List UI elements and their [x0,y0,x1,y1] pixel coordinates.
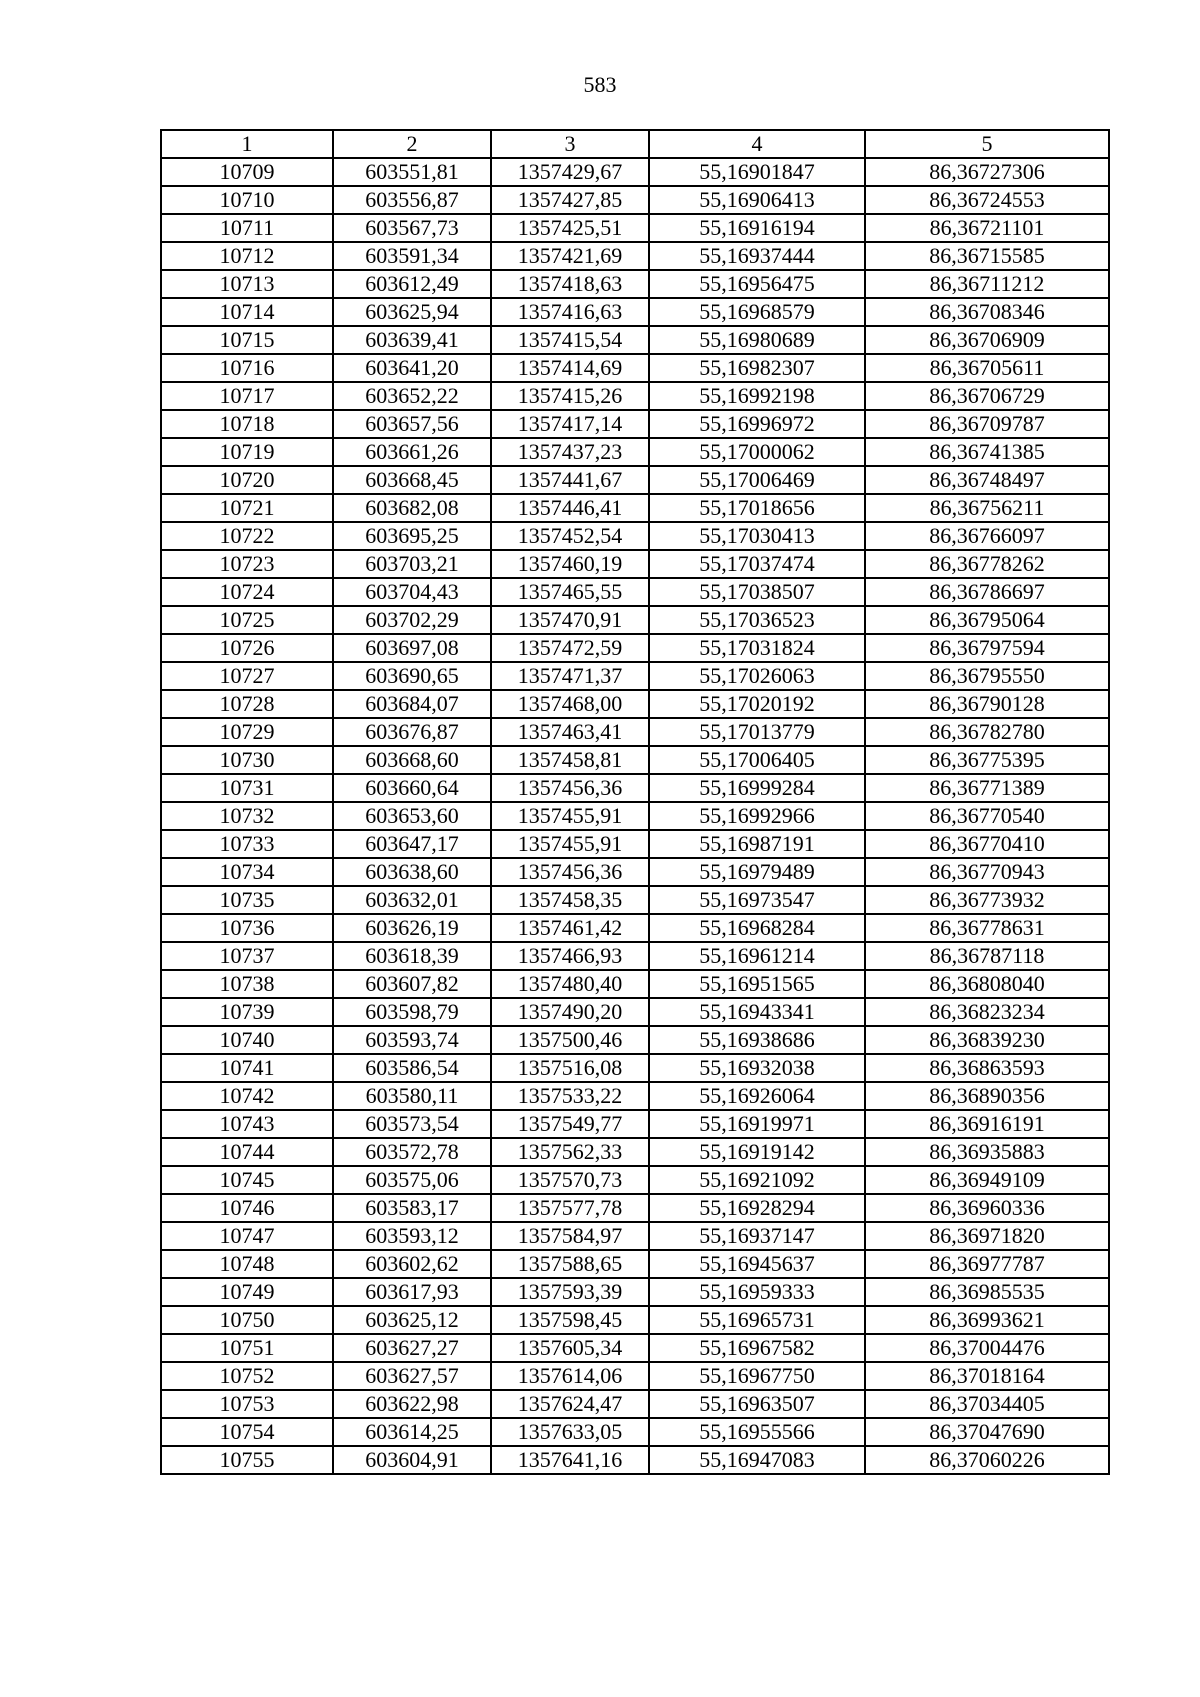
x-coordinate-cell: 603604,91 [333,1446,491,1474]
y-coordinate-cell: 1357588,65 [491,1250,649,1278]
table-row [161,1250,1109,1278]
point-number-cell: 10737 [161,942,333,970]
latitude-cell: 55,16980689 [649,326,865,354]
longitude-cell: 86,36706729 [865,382,1109,410]
table-row [161,466,1109,494]
y-coordinate-cell: 1357598,45 [491,1306,649,1334]
x-coordinate-cell: 603580,11 [333,1082,491,1110]
longitude-cell: 86,36715585 [865,242,1109,270]
latitude-cell: 55,16937444 [649,242,865,270]
longitude-cell: 86,36770410 [865,830,1109,858]
y-coordinate-cell: 1357570,73 [491,1166,649,1194]
longitude-cell: 86,36787118 [865,942,1109,970]
y-coordinate-cell: 1357446,41 [491,494,649,522]
latitude-cell: 55,17037474 [649,550,865,578]
y-coordinate-cell: 1357452,54 [491,522,649,550]
y-coordinate-cell: 1357605,34 [491,1334,649,1362]
longitude-cell: 86,36786697 [865,578,1109,606]
latitude-cell: 55,16947083 [649,1446,865,1474]
y-coordinate-cell: 1357466,93 [491,942,649,970]
x-coordinate-cell: 603575,06 [333,1166,491,1194]
latitude-cell: 55,16901847 [649,158,865,186]
longitude-cell: 86,36724553 [865,186,1109,214]
x-coordinate-cell: 603676,87 [333,718,491,746]
point-number-cell: 10722 [161,522,333,550]
table-row [161,1222,1109,1250]
longitude-cell: 86,36711212 [865,270,1109,298]
y-coordinate-cell: 1357417,14 [491,410,649,438]
x-coordinate-cell: 603583,17 [333,1194,491,1222]
y-coordinate-cell: 1357577,78 [491,1194,649,1222]
table-row [161,998,1109,1026]
latitude-cell: 55,16919971 [649,1110,865,1138]
latitude-cell: 55,16943341 [649,998,865,1026]
x-coordinate-cell: 603632,01 [333,886,491,914]
x-coordinate-cell: 603551,81 [333,158,491,186]
table-row [161,942,1109,970]
column-header-2: 2 [333,130,491,158]
latitude-cell: 55,16968579 [649,298,865,326]
latitude-cell: 55,16937147 [649,1222,865,1250]
y-coordinate-cell: 1357500,46 [491,1026,649,1054]
longitude-cell: 86,36775395 [865,746,1109,774]
y-coordinate-cell: 1357562,33 [491,1138,649,1166]
x-coordinate-cell: 603617,93 [333,1278,491,1306]
point-number-cell: 10754 [161,1418,333,1446]
table-row [161,270,1109,298]
longitude-cell: 86,36839230 [865,1026,1109,1054]
table-row [161,326,1109,354]
y-coordinate-cell: 1357490,20 [491,998,649,1026]
x-coordinate-cell: 603668,60 [333,746,491,774]
point-number-cell: 10742 [161,1082,333,1110]
y-coordinate-cell: 1357458,81 [491,746,649,774]
table-row [161,186,1109,214]
x-coordinate-cell: 603697,08 [333,634,491,662]
x-coordinate-cell: 603572,78 [333,1138,491,1166]
point-number-cell: 10715 [161,326,333,354]
table-row [161,1166,1109,1194]
latitude-cell: 55,17026063 [649,662,865,690]
table-row [161,1138,1109,1166]
latitude-cell: 55,16956475 [649,270,865,298]
y-coordinate-cell: 1357429,67 [491,158,649,186]
longitude-cell: 86,36916191 [865,1110,1109,1138]
y-coordinate-cell: 1357415,54 [491,326,649,354]
y-coordinate-cell: 1357458,35 [491,886,649,914]
latitude-cell: 55,16932038 [649,1054,865,1082]
y-coordinate-cell: 1357633,05 [491,1418,649,1446]
y-coordinate-cell: 1357421,69 [491,242,649,270]
latitude-cell: 55,16987191 [649,830,865,858]
x-coordinate-cell: 603639,41 [333,326,491,354]
x-coordinate-cell: 603573,54 [333,1110,491,1138]
point-number-cell: 10745 [161,1166,333,1194]
point-number-cell: 10734 [161,858,333,886]
table-row [161,858,1109,886]
longitude-cell: 86,37018164 [865,1362,1109,1390]
table-row [161,1026,1109,1054]
longitude-cell: 86,36795064 [865,606,1109,634]
y-coordinate-cell: 1357437,23 [491,438,649,466]
y-coordinate-cell: 1357470,91 [491,606,649,634]
y-coordinate-cell: 1357414,69 [491,354,649,382]
x-coordinate-cell: 603622,98 [333,1390,491,1418]
latitude-cell: 55,17006405 [649,746,865,774]
point-number-cell: 10739 [161,998,333,1026]
latitude-cell: 55,16992966 [649,802,865,830]
x-coordinate-cell: 603593,12 [333,1222,491,1250]
latitude-cell: 55,17000062 [649,438,865,466]
point-number-cell: 10713 [161,270,333,298]
latitude-cell: 55,16926064 [649,1082,865,1110]
latitude-cell: 55,16951565 [649,970,865,998]
longitude-cell: 86,36756211 [865,494,1109,522]
point-number-cell: 10735 [161,886,333,914]
longitude-cell: 86,36771389 [865,774,1109,802]
latitude-cell: 55,16959333 [649,1278,865,1306]
table-row [161,298,1109,326]
point-number-cell: 10730 [161,746,333,774]
table-row [161,746,1109,774]
y-coordinate-cell: 1357460,19 [491,550,649,578]
longitude-cell: 86,36971820 [865,1222,1109,1250]
y-coordinate-cell: 1357465,55 [491,578,649,606]
x-coordinate-cell: 603682,08 [333,494,491,522]
point-number-cell: 10732 [161,802,333,830]
x-coordinate-cell: 603690,65 [333,662,491,690]
latitude-cell: 55,17030413 [649,522,865,550]
x-coordinate-cell: 603593,74 [333,1026,491,1054]
y-coordinate-cell: 1357456,36 [491,858,649,886]
point-number-cell: 10749 [161,1278,333,1306]
table-body [161,158,1109,1474]
x-coordinate-cell: 603668,45 [333,466,491,494]
point-number-cell: 10717 [161,382,333,410]
y-coordinate-cell: 1357455,91 [491,802,649,830]
point-number-cell: 10714 [161,298,333,326]
y-coordinate-cell: 1357463,41 [491,718,649,746]
longitude-cell: 86,37004476 [865,1334,1109,1362]
latitude-cell: 55,17013779 [649,718,865,746]
point-number-cell: 10731 [161,774,333,802]
y-coordinate-cell: 1357461,42 [491,914,649,942]
longitude-cell: 86,37060226 [865,1446,1109,1474]
latitude-cell: 55,16938686 [649,1026,865,1054]
x-coordinate-cell: 603702,29 [333,606,491,634]
latitude-cell: 55,17020192 [649,690,865,718]
y-coordinate-cell: 1357455,91 [491,830,649,858]
point-number-cell: 10726 [161,634,333,662]
latitude-cell: 55,16945637 [649,1250,865,1278]
table-header-row [161,130,1109,158]
x-coordinate-cell: 603695,25 [333,522,491,550]
page-number: 583 [583,72,617,97]
point-number-cell: 10709 [161,158,333,186]
latitude-cell: 55,17031824 [649,634,865,662]
latitude-cell: 55,16968284 [649,914,865,942]
x-coordinate-cell: 603657,56 [333,410,491,438]
table-row [161,830,1109,858]
latitude-cell: 55,16967582 [649,1334,865,1362]
point-number-cell: 10720 [161,466,333,494]
table-row [161,886,1109,914]
point-number-cell: 10733 [161,830,333,858]
longitude-cell: 86,36935883 [865,1138,1109,1166]
table-row [161,550,1109,578]
point-number-cell: 10748 [161,1250,333,1278]
table-row [161,1334,1109,1362]
point-number-cell: 10721 [161,494,333,522]
x-coordinate-cell: 603598,79 [333,998,491,1026]
table-row [161,606,1109,634]
y-coordinate-cell: 1357624,47 [491,1390,649,1418]
table-row [161,158,1109,186]
point-number-cell: 10753 [161,1390,333,1418]
table-row [161,1194,1109,1222]
column-header-1: 1 [161,130,333,158]
x-coordinate-cell: 603586,54 [333,1054,491,1082]
longitude-cell: 86,36960336 [865,1194,1109,1222]
longitude-cell: 86,36823234 [865,998,1109,1026]
longitude-cell: 86,36795550 [865,662,1109,690]
point-number-cell: 10744 [161,1138,333,1166]
point-number-cell: 10716 [161,354,333,382]
y-coordinate-cell: 1357614,06 [491,1362,649,1390]
latitude-cell: 55,16963507 [649,1390,865,1418]
y-coordinate-cell: 1357480,40 [491,970,649,998]
x-coordinate-cell: 603627,27 [333,1334,491,1362]
point-number-cell: 10750 [161,1306,333,1334]
point-number-cell: 10751 [161,1334,333,1362]
x-coordinate-cell: 603660,64 [333,774,491,802]
point-number-cell: 10755 [161,1446,333,1474]
table-row [161,522,1109,550]
x-coordinate-cell: 603641,20 [333,354,491,382]
x-coordinate-cell: 603591,34 [333,242,491,270]
longitude-cell: 86,36706909 [865,326,1109,354]
table-row [161,1362,1109,1390]
table-row [161,410,1109,438]
y-coordinate-cell: 1357427,85 [491,186,649,214]
x-coordinate-cell: 603612,49 [333,270,491,298]
point-number-cell: 10728 [161,690,333,718]
latitude-cell: 55,16916194 [649,214,865,242]
coordinates-table [160,129,1110,1475]
x-coordinate-cell: 603638,60 [333,858,491,886]
latitude-cell: 55,16928294 [649,1194,865,1222]
latitude-cell: 55,17018656 [649,494,865,522]
table-row [161,382,1109,410]
longitude-cell: 86,36985535 [865,1278,1109,1306]
longitude-cell: 86,36993621 [865,1306,1109,1334]
latitude-cell: 55,16955566 [649,1418,865,1446]
table-row [161,1390,1109,1418]
longitude-cell: 86,36727306 [865,158,1109,186]
y-coordinate-cell: 1357593,39 [491,1278,649,1306]
latitude-cell: 55,16967750 [649,1362,865,1390]
table-row [161,634,1109,662]
longitude-cell: 86,36782780 [865,718,1109,746]
longitude-cell: 86,36790128 [865,690,1109,718]
latitude-cell: 55,16961214 [649,942,865,970]
longitude-cell: 86,37034405 [865,1390,1109,1418]
point-number-cell: 10711 [161,214,333,242]
table-row [161,970,1109,998]
x-coordinate-cell: 603625,12 [333,1306,491,1334]
longitude-cell: 86,36766097 [865,522,1109,550]
longitude-cell: 86,36708346 [865,298,1109,326]
y-coordinate-cell: 1357472,59 [491,634,649,662]
latitude-cell: 55,16982307 [649,354,865,382]
latitude-cell: 55,16919142 [649,1138,865,1166]
table-row [161,1110,1109,1138]
y-coordinate-cell: 1357418,63 [491,270,649,298]
y-coordinate-cell: 1357584,97 [491,1222,649,1250]
table-row [161,438,1109,466]
table-row [161,690,1109,718]
longitude-cell: 86,36890356 [865,1082,1109,1110]
latitude-cell: 55,16921092 [649,1166,865,1194]
table-row [161,662,1109,690]
point-number-cell: 10743 [161,1110,333,1138]
table-row [161,802,1109,830]
x-coordinate-cell: 603703,21 [333,550,491,578]
y-coordinate-cell: 1357641,16 [491,1446,649,1474]
longitude-cell: 86,37047690 [865,1418,1109,1446]
point-number-cell: 10727 [161,662,333,690]
table-row [161,578,1109,606]
y-coordinate-cell: 1357516,08 [491,1054,649,1082]
latitude-cell: 55,16973547 [649,886,865,914]
longitude-cell: 86,36977787 [865,1250,1109,1278]
y-coordinate-cell: 1357416,63 [491,298,649,326]
longitude-cell: 86,36863593 [865,1054,1109,1082]
latitude-cell: 55,16992198 [649,382,865,410]
x-coordinate-cell: 603614,25 [333,1418,491,1446]
x-coordinate-cell: 603652,22 [333,382,491,410]
point-number-cell: 10752 [161,1362,333,1390]
x-coordinate-cell: 603704,43 [333,578,491,606]
longitude-cell: 86,36705611 [865,354,1109,382]
longitude-cell: 86,36748497 [865,466,1109,494]
point-number-cell: 10740 [161,1026,333,1054]
x-coordinate-cell: 603618,39 [333,942,491,970]
x-coordinate-cell: 603607,82 [333,970,491,998]
x-coordinate-cell: 603626,19 [333,914,491,942]
latitude-cell: 55,16906413 [649,186,865,214]
x-coordinate-cell: 603567,73 [333,214,491,242]
point-number-cell: 10736 [161,914,333,942]
longitude-cell: 86,36721101 [865,214,1109,242]
y-coordinate-cell: 1357425,51 [491,214,649,242]
x-coordinate-cell: 603602,62 [333,1250,491,1278]
longitude-cell: 86,36773932 [865,886,1109,914]
x-coordinate-cell: 603684,07 [333,690,491,718]
point-number-cell: 10719 [161,438,333,466]
point-number-cell: 10746 [161,1194,333,1222]
longitude-cell: 86,36741385 [865,438,1109,466]
x-coordinate-cell: 603653,60 [333,802,491,830]
latitude-cell: 55,17036523 [649,606,865,634]
y-coordinate-cell: 1357415,26 [491,382,649,410]
latitude-cell: 55,17038507 [649,578,865,606]
longitude-cell: 86,36709787 [865,410,1109,438]
y-coordinate-cell: 1357471,37 [491,662,649,690]
point-number-cell: 10738 [161,970,333,998]
table-row [161,1278,1109,1306]
longitude-cell: 86,36770540 [865,802,1109,830]
point-number-cell: 10741 [161,1054,333,1082]
table-row [161,1306,1109,1334]
table-row [161,1418,1109,1446]
x-coordinate-cell: 603627,57 [333,1362,491,1390]
point-number-cell: 10729 [161,718,333,746]
x-coordinate-cell: 603556,87 [333,186,491,214]
column-header-4: 4 [649,130,865,158]
table-row [161,1054,1109,1082]
x-coordinate-cell: 603661,26 [333,438,491,466]
y-coordinate-cell: 1357441,67 [491,466,649,494]
table-row [161,494,1109,522]
longitude-cell: 86,36797594 [865,634,1109,662]
latitude-cell: 55,17006469 [649,466,865,494]
longitude-cell: 86,36778631 [865,914,1109,942]
x-coordinate-cell: 603625,94 [333,298,491,326]
longitude-cell: 86,36778262 [865,550,1109,578]
point-number-cell: 10710 [161,186,333,214]
longitude-cell: 86,36770943 [865,858,1109,886]
point-number-cell: 10724 [161,578,333,606]
longitude-cell: 86,36808040 [865,970,1109,998]
latitude-cell: 55,16965731 [649,1306,865,1334]
point-number-cell: 10718 [161,410,333,438]
y-coordinate-cell: 1357468,00 [491,690,649,718]
x-coordinate-cell: 603647,17 [333,830,491,858]
table-row [161,774,1109,802]
y-coordinate-cell: 1357533,22 [491,1082,649,1110]
point-number-cell: 10712 [161,242,333,270]
table-row [161,718,1109,746]
table-row [161,1082,1109,1110]
table-row [161,1446,1109,1474]
y-coordinate-cell: 1357549,77 [491,1110,649,1138]
point-number-cell: 10723 [161,550,333,578]
point-number-cell: 10725 [161,606,333,634]
latitude-cell: 55,16999284 [649,774,865,802]
table-row [161,354,1109,382]
longitude-cell: 86,36949109 [865,1166,1109,1194]
column-header-5: 5 [865,130,1109,158]
y-coordinate-cell: 1357456,36 [491,774,649,802]
table-row [161,242,1109,270]
point-number-cell: 10747 [161,1222,333,1250]
latitude-cell: 55,16996972 [649,410,865,438]
column-header-3: 3 [491,130,649,158]
table-row [161,914,1109,942]
latitude-cell: 55,16979489 [649,858,865,886]
table-row [161,214,1109,242]
